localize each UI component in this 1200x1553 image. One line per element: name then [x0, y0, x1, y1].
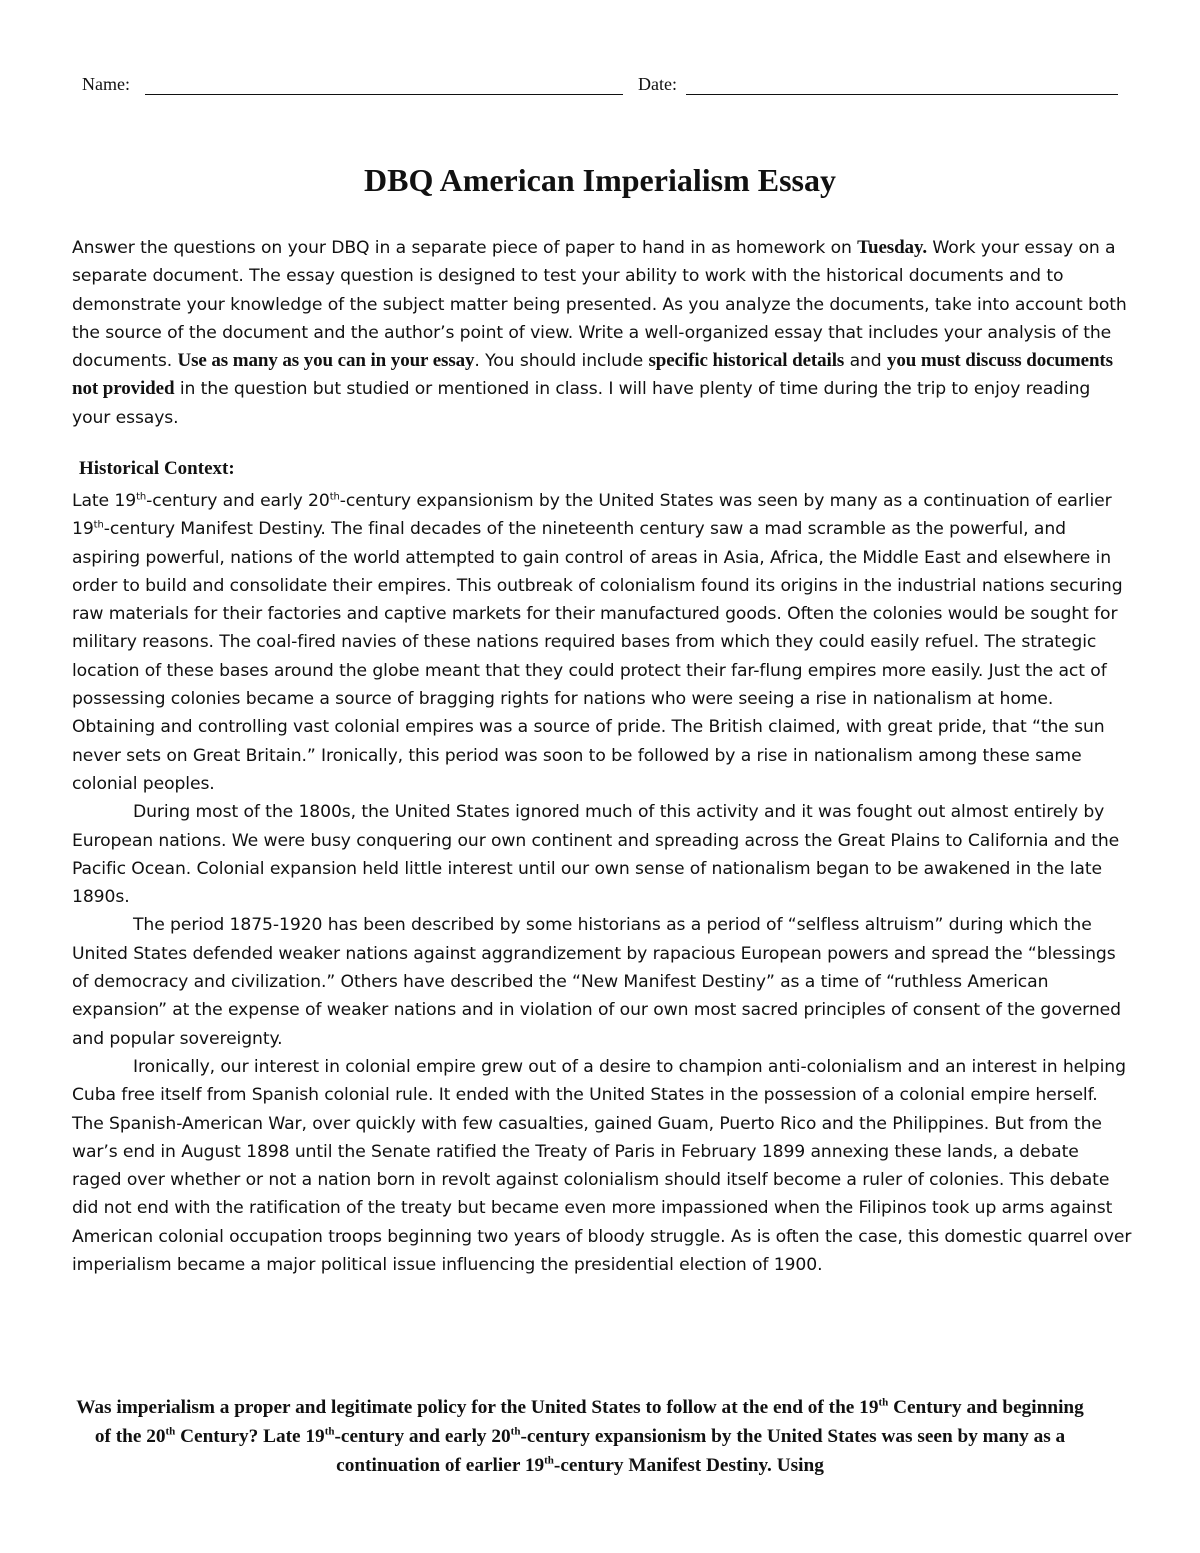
intro-text: Work your essay on a separate document. The essay question is designed to test your ability to work with the historical documents and to demonstrate your knowledge of the subject matter being presented. As you analyze the documents, take into account both the source of the document and the author’s point of view. Write a well-organized essay that includes your analysis of the documents. — [72, 238, 1127, 372]
intro-text: . You should include — [474, 351, 649, 372]
intro-bold-details: specific historical details — [648, 350, 845, 372]
question-text: Was imperialism a proper and legitimate policy for the United States to follow at the end of the 19 — [76, 1397, 879, 1418]
ordinal-superscript: th — [878, 1396, 889, 1409]
ordinal-superscript: th — [329, 491, 340, 503]
context-paragraph-3: The period 1875-1920 has been described by some historians as a period of “selfless altruism” during which the United States defended weaker nations against aggrandizement by rapacious European powers and spread the “blessings of democracy and civilization.” Others have described the “New Manifest Destiny” as a time of “ruthless American expansion” at the expense of weaker nations and in violation of our own most sacred principles of consent of the governed and popular sovereignty. — [72, 915, 1121, 1049]
context-text: -century Manifest Destiny. The final decades of the nineteenth century saw a mad scramble as the powerful, and aspiring powerful, nations of the world attempted to gain control of areas in Asia, Africa, the Middle East and elsewhere in order to build and consolidate their empires. This outbreak of colonialism found its origins in the industrial nations securing raw materials for their factories and captive markets for their manufactured goods. Often the colonies would be sought for military reasons. The coal-fired navies of these nations required bases from which they could easily refuel. The strategic location of these bases around the globe meant that they could protect their far-flung empires more easily. Just the act of possessing colonies became a source of bragging rights for nations who were seeing a rise in nationalism at home. Obtaining and controlling vast colonial empires was a source of pride. The British claimed, with great pride, that “the sun never sets on Great Britain.” Ironically, this period was soon to be followed by a rise in nationalism among these same colonial peoples. — [72, 519, 1123, 794]
intro-bold-must-discuss: you must discuss documents not provided — [72, 350, 1113, 400]
date-label: Date: — [638, 74, 677, 94]
context-paragraph-1 — [72, 487, 1132, 798]
context-paragraph-2: During most of the 1800s, the United States ignored much of this activity and it was fought out almost entirely by European nations. We were busy conquering our own continent and spreading across the Great Plains to California and the Pacific Ocean. Colonial expansion held little interest until our own sense of nationalism began to be awakened in the late 1890s. — [72, 802, 1120, 908]
intro-bold-due-day: Tuesday. — [857, 237, 927, 258]
ordinal-superscript: th — [136, 491, 147, 503]
historical-context-heading: Historical Context: — [79, 458, 235, 479]
question-text: Century? Late 19 — [175, 1425, 325, 1447]
ordinal-superscript: th — [165, 1425, 176, 1438]
question-text: -century Manifest Destiny. Using — [553, 1454, 824, 1476]
intro-text: Answer the questions on your DBQ in a separate piece of paper to hand in as homework on — [72, 238, 858, 258]
context-paragraph-4: Ironically, our interest in colonial empire grew out of a desire to champion anti-colonialism and an interest in helping Cuba free itself from Spanish colonial rule. It ended with the United States in the possession of a colonial empire herself. The Spanish-American War, over quickly with few casualties, gained Guam, Puerto Rico and the Philippines. But from the war’s end in August 1898 until the Senate ratified the Treaty of Paris in February 1899 annexing these lands, a debate raged over whether or not a nation born in revolt against colonialism should itself become a ruler of colonies. This debate did not end with the ratification of the treaty but became even more impassioned when the Filipinos took up arms against American colonial occupation troops beginning two years of bloody struggle. As is often the case, this domestic quarrel over imperialism became a major political issue influencing the presidential election of 1900. — [72, 1056, 1132, 1276]
intro-text: in the question but studied or mentioned in class. I will have plenty of time during the trip to enjoy reading your essays. — [72, 379, 1091, 428]
ordinal-superscript: th — [324, 1425, 335, 1438]
question-text: Century and beginning of the 20 — [94, 1397, 1084, 1447]
page-title: DBQ American Imperialism Essay — [364, 162, 836, 198]
ordinal-superscript: th — [510, 1425, 521, 1438]
name-blank-line — [145, 94, 623, 95]
essay-question — [70, 1394, 1090, 1480]
header-row — [82, 74, 1122, 100]
date-blank-line — [686, 94, 1118, 95]
historical-context-body — [72, 487, 1132, 1279]
context-text: -century expansionism by the United States was seen by many as a continuation of earlier 19 — [72, 491, 1112, 540]
intro-text: and — [844, 351, 887, 372]
question-text: -century and early 20 — [334, 1425, 511, 1447]
ordinal-superscript: th — [544, 1454, 554, 1467]
ordinal-superscript: th — [93, 519, 104, 531]
context-text: -century and early 20 — [146, 491, 330, 511]
question-text: -century expansionism by the United States was seen by many as a continuation of earlier 19 — [336, 1425, 1066, 1476]
context-text: Late 19 — [72, 491, 137, 511]
name-label: Name: — [82, 74, 130, 94]
intro-bold-use-many: Use as many as you can in your essay — [177, 350, 475, 372]
instructions-paragraph — [72, 234, 1132, 432]
